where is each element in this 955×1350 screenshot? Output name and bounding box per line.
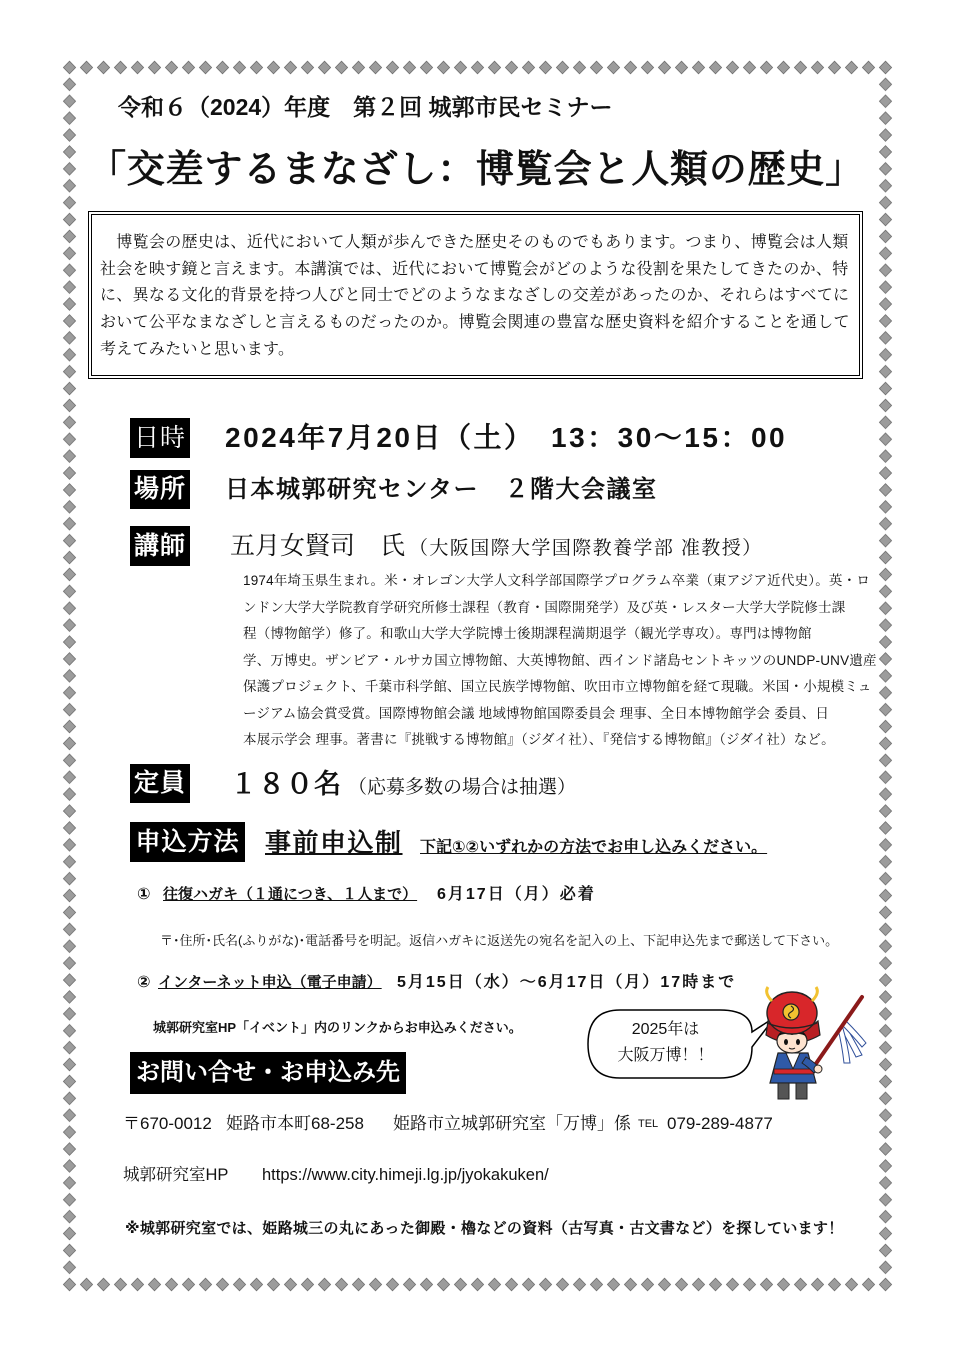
- method1-note: 〒･住所･氏名(ふりがな)･電話番号を明記。返信ハガキに返送先の宛名を記入の上、下記申込先まで郵送して下さい。: [160, 933, 839, 948]
- capacity-row: [230, 764, 576, 809]
- page-title: 「交差するまなざし：博覧会と人類の歴史」: [88, 149, 865, 191]
- contact-postal: 〒670-0012: [123, 1114, 212, 1133]
- bio-line: ンドン大学大学院教育学研究所修士課程（教育・国際開発学）及び英・レスター大学大学院修士課: [243, 599, 846, 615]
- method2-number: ②: [137, 974, 151, 991]
- intro-line: に、異なる文化的背景を持つ人びと同士でどのようなまなざしの交差があったのか、それらはすべてに: [100, 287, 850, 305]
- bio-line: 学、万博史。ザンビア・ルサカ国立博物館、大英博物館、西インド諸島セントキッツのUNDP-UNV遺産: [243, 652, 877, 668]
- intro-line: 博覧会の歴史は、近代において人類が歩んできた歴史そのものでもあります。つまり、博覧会は人類: [100, 234, 849, 251]
- capacity-label: 定員: [130, 764, 190, 803]
- application-instruction: 下記①②いずれかの方法でお申し込みください。: [420, 839, 768, 856]
- datetime-value: 2024年7月20日（土） 13：30～15：00: [225, 422, 788, 453]
- samurai-mascot-illustration: [758, 985, 868, 1105]
- bio-line: 本展示学会 理事。著書に『挑戦する博物館』（ジダイ社）、『発信する博物館』（ジダイ社）など。: [243, 732, 835, 747]
- intro-line: 社会を映す鏡と言えます。本講演では、近代において博覧会がどのような役割を果たしてきたのか、特: [100, 260, 849, 278]
- application-label: 申込方法: [130, 822, 245, 862]
- venue-value: 日本城郭研究センター ２階大会議室: [225, 476, 658, 503]
- venue-label: 場所: [130, 470, 190, 509]
- tel-label: TEL: [638, 1118, 659, 1130]
- capacity-value: １８０名: [230, 769, 342, 799]
- intro-line: おいて公平なまなざしと言えるものだったのか。博覧会関連の豊富な歴史資料を紹介することを通して: [100, 314, 850, 332]
- bubble-line: 2025年は: [631, 1021, 700, 1038]
- capacity-note: （応募多数の場合は抽選）: [348, 777, 577, 798]
- lecturer-row: [230, 526, 763, 570]
- hp-label: 城郭研究室HP: [123, 1166, 229, 1184]
- lecturer-bio: [243, 568, 877, 754]
- contact-label: お問い合せ・お申込み先: [130, 1052, 406, 1094]
- datetime-label: 日時: [130, 418, 190, 458]
- bubble-line: 大阪万博！！: [617, 1047, 714, 1064]
- footer-note: ※城郭研究室では、姫路城三の丸にあった御殿・櫓などの資料（古写真・古文書など）を探しています！: [125, 1220, 844, 1237]
- seminar-series: 令和６（2024）年度 第２回 城郭市民セミナー: [118, 94, 613, 120]
- hp-url-link[interactable]: https://www.city.himeji.lg.jp/jyokakuken/: [262, 1166, 549, 1184]
- bio-line: 程（博物館学）修了。和歌山大学大学院博士後期課程満期退学（観光学専攻）。専門は博物館: [243, 626, 812, 641]
- bio-line: ージアム協会賞受賞。国際博物館会議 地域博物館国際委員会 理事、全日本博物館学会 委員、日: [243, 705, 830, 721]
- lecturer-affiliation: （大阪国際大学国際教養学部 准教授）: [409, 538, 763, 559]
- contact-office: 姫路市立城郭研究室「万博」係: [393, 1114, 631, 1133]
- method2-note: 城郭研究室HP「イベント」内のリンクからお申込みください。: [153, 1020, 522, 1035]
- lecturer-label: 講師: [130, 526, 190, 566]
- lecturer-name: 五月女賢司 氏: [230, 532, 406, 560]
- bio-line: 1974年埼玉県生まれ。米・オレゴン大学人文科学部国際学プログラム卒業（東アジア近代史）。英・ロ: [243, 573, 871, 588]
- intro-box: [88, 211, 863, 379]
- intro-line: 考えてみたいと思います。: [100, 340, 295, 358]
- contact-tel: 079-289-4877: [667, 1114, 773, 1133]
- bio-line: 保護プロジェクト、千葉市科学館、国立民族学博物館、吹田市立博物館を経て現職。米国・小規模ミュ: [243, 679, 872, 694]
- method2-name: インターネット申込（電子申請）: [158, 974, 382, 991]
- method1-name: 往復ハガキ（１通につき、１人まで）: [163, 886, 418, 903]
- application-type: 事前申込制: [265, 828, 403, 858]
- method1-deadline: 6月17日（月）必着: [437, 886, 596, 903]
- method1-number: ①: [137, 886, 151, 903]
- contact-address: 姫路市本町68-258: [226, 1114, 364, 1133]
- method2-period: 5月15日（水）～6月17日（月）17時まで: [397, 974, 737, 991]
